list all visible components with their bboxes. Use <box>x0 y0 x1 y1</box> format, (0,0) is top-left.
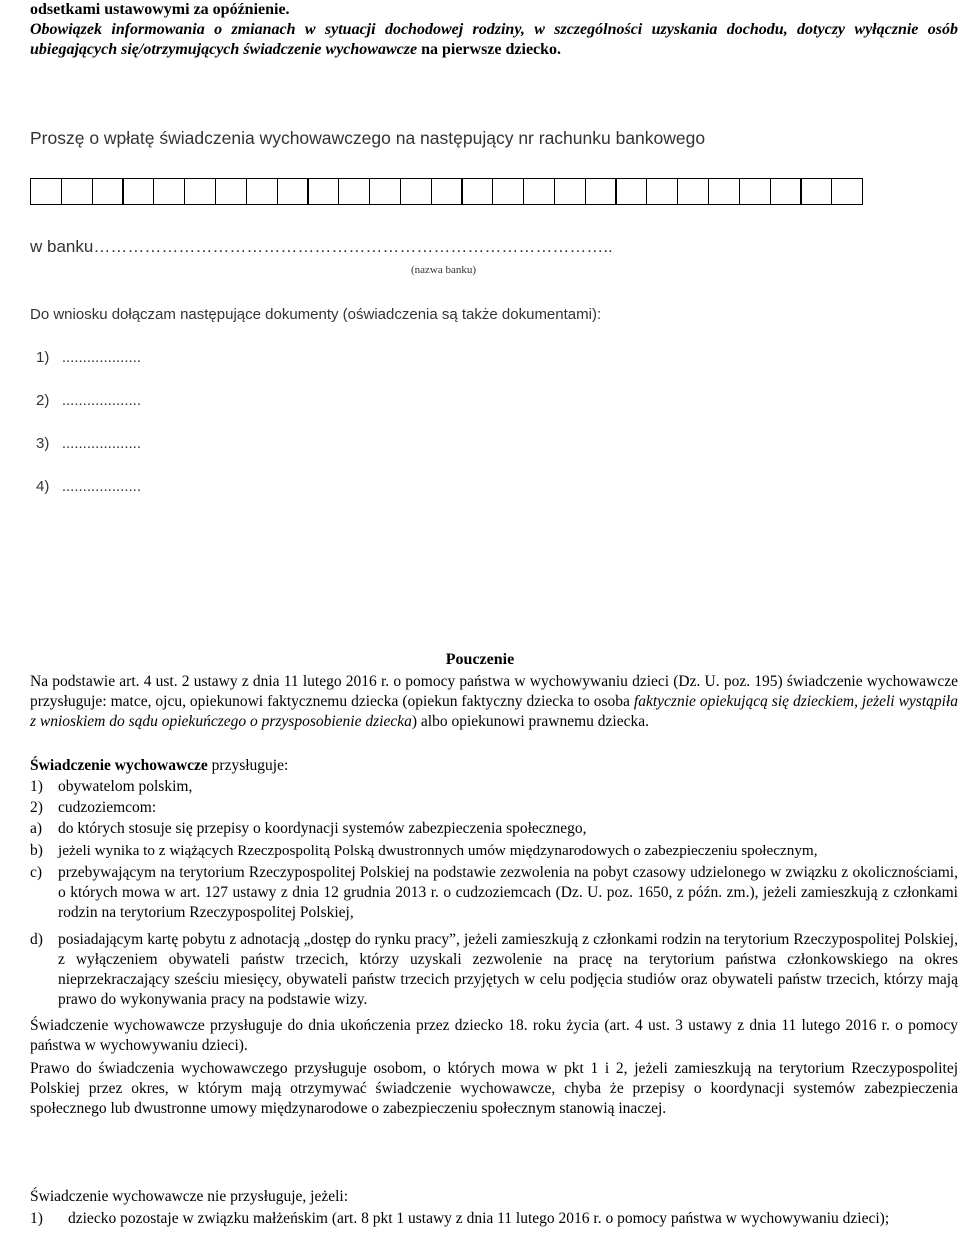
account-digit-box[interactable] <box>461 178 493 205</box>
attachment-item[interactable]: 4) ................... <box>36 478 142 495</box>
attachment-item[interactable]: 2) ................... <box>36 392 142 409</box>
account-digit-box[interactable] <box>677 178 709 205</box>
attachment-item[interactable]: 3) ................... <box>36 435 142 452</box>
income-change-notice: Obowiązek informowania o zmianach w sytuacji dochodowej rodziny, w szczególności uzyskania dochodu, dotyczy wyłącznie osób ubiegających się/otrzymujących świadczenie wychowawcze na pierwsze dziecko. <box>30 21 958 58</box>
list-item: 1) dziecko pozostaje w związku małżeńskim (art. 8 pkt 1 ustawy z dnia 11 lutego 2016 r. o pomocy państwa w wychowywaniu dzieci); <box>30 1210 890 1227</box>
top-paragraph <box>30 0 958 60</box>
instruction-paragraph-2: Świadczenie wychowawcze przysługuje: <box>30 757 289 774</box>
account-digit-box[interactable] <box>61 178 93 205</box>
attachments-intro: Do wniosku dołączam następujące dokumenty (oświadczenia są także dokumentami): <box>30 306 602 323</box>
list-item: d) posiadającym kartę pobytu z adnotacją „dostęp do rynku pracy”, jeżeli zamieszkują z członkami rodzin na terytorium Rzeczypospolitej Polskiej, z wyłączeniem obywateli państw trzecich, którzy uzyskali zezwolenie na pracę na terytorium państwa członkowskiego na okres nieprzekraczający sześciu miesięcy, obywateli państw trzecich przyjętych w celu podjęcia studiów oraz obywateli państw trzecich, którzy mają prawo do wykonywania pracy na podstawie wizy. <box>30 931 958 1008</box>
account-digit-box[interactable] <box>277 178 309 205</box>
account-digit-box[interactable] <box>770 178 802 205</box>
account-digit-box[interactable] <box>523 178 555 205</box>
list-item: a) do których stosuje się przepisy o koordynacji systemów zabezpieczenia społecznego, <box>30 820 587 837</box>
account-digit-box[interactable] <box>184 178 216 205</box>
account-digit-box[interactable] <box>739 178 771 205</box>
attachment-item[interactable]: 1) ................... <box>36 349 142 366</box>
overdue-interest-line: odsetkami ustawowymi za opóźnienie. <box>30 1 290 18</box>
account-digit-box[interactable] <box>369 178 401 205</box>
account-digit-box[interactable] <box>492 178 524 205</box>
bank-name-field[interactable]: w banku……………………………………………………………………………….. <box>30 237 613 256</box>
account-digit-box[interactable] <box>338 178 370 205</box>
account-digit-box[interactable] <box>646 178 678 205</box>
account-digit-box[interactable] <box>615 178 647 205</box>
instruction-paragraph-3: Świadczenie wychowawcze przysługuje do dnia ukończenia przez dziecko 18. roku życia (art. 4 ust. 3 ustawy z dnia 11 lutego 2016 r. o pomocy państwa w wychowywaniu dzieci). <box>30 1017 958 1054</box>
account-digit-box[interactable] <box>831 178 863 205</box>
account-digit-box[interactable] <box>585 178 617 205</box>
instruction-paragraph-1: Na podstawie art. 4 ust. 2 ustawy z dnia 11 lutego 2016 r. o pomocy państwa w wychowywaniu dzieci (Dz. U. poz. 195) świadczenie wychowawcze przysługuje: matce, ojcu, opiekunowi faktycznemu dziecka (opiekun faktyczny dziecka to osoba faktycznie opiekującą się dzieckiem, jeżeli wystąpiła z wnioskiem do sądu opiekuńczego o przysposobienie dziecka) albo opiekunowi prawnemu dziecka. <box>30 673 958 730</box>
account-digit-box[interactable] <box>215 178 247 205</box>
account-digit-box[interactable] <box>153 178 185 205</box>
list-item: c) przebywającym na terytorium Rzeczypospolitej Polskiej na podstawie zezwolenia na pobyt czasowy udzielonego w związku z okolicznościami, o których mowa w art. 127 ustawy z dnia 12 grudnia 2013 r. o cudzoziemcach (Dz. U. poz. 1650, z późn. zm.), jeżeli zamieszkują z członkami rodzin na terytorium Rzeczypospolitej Polskiej, <box>30 864 958 921</box>
account-digit-box[interactable] <box>400 178 432 205</box>
payment-request-label: Proszę o wpłatę świadczenia wychowawczego na następujący nr rachunku bankowego <box>30 128 706 148</box>
list-item: 1) obywatelom polskim, <box>30 778 193 795</box>
account-digit-box[interactable] <box>246 178 278 205</box>
account-digit-box[interactable] <box>708 178 740 205</box>
account-digit-box[interactable] <box>122 178 154 205</box>
instruction-paragraph-4: Prawo do świadczenia wychowawczego przysługuje osobom, o których mowa w pkt 1 i 2, jeżeli zamieszkują na terytorium Rzeczypospolitej Polskiej przez okres, w którym mają otrzymywać świadczenie wychowawcze, chyba że przepisy o koordynacji systemów zabezpieczenia społecznego lub dwustronne umowy międzynarodowe o zabezpieczeniu społecznym stanowią inaczej. <box>30 1060 958 1117</box>
account-digit-box[interactable] <box>800 178 832 205</box>
instruction-heading: Pouczenie <box>445 651 515 668</box>
instruction-paragraph-5: Świadczenie wychowawcze nie przysługuje, jeżeli: <box>30 1188 349 1205</box>
list-item: 2) cudzoziemcom: <box>30 799 157 816</box>
bank-name-caption: (nazwa banku) <box>411 264 477 276</box>
account-digit-box[interactable] <box>92 178 124 205</box>
account-digit-box[interactable] <box>431 178 463 205</box>
account-number-field[interactable] <box>30 178 862 205</box>
account-digit-box[interactable] <box>554 178 586 205</box>
list-item: b) jeżeli wynika to z wiążących Rzeczpospolitą Polską dwustronnych umów międzynarodowych o zabezpieczeniu społecznym, <box>30 842 818 859</box>
account-digit-box[interactable] <box>307 178 339 205</box>
account-digit-box[interactable] <box>30 178 62 205</box>
